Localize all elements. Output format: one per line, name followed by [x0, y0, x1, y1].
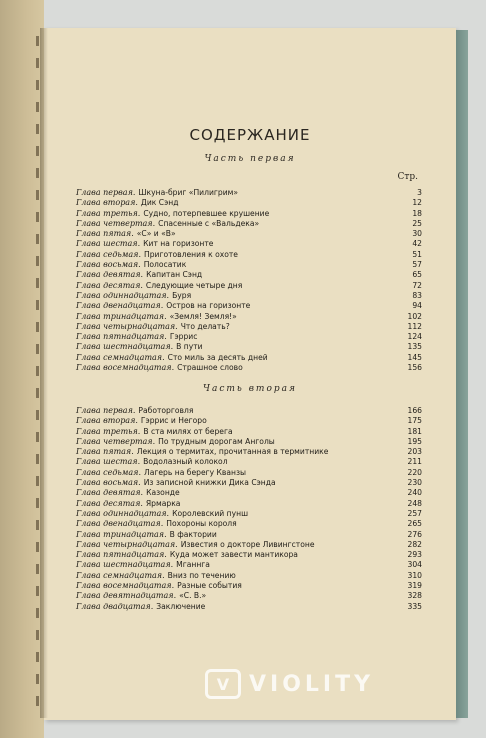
chapter-label: Глава четырнадцатая. [76, 321, 178, 331]
chapter-title: Судно, потерпевшее крушение [143, 208, 270, 218]
chapter-page-number: 166 [407, 406, 422, 415]
toc-entry [76, 457, 422, 467]
toc-entry [76, 581, 422, 591]
chapter-page-number: 30 [412, 229, 422, 239]
chapter-label: Глава седьмая. [76, 249, 142, 259]
spine-shadow [40, 28, 48, 718]
toc-entry [76, 353, 422, 363]
toc-entry [76, 301, 422, 311]
chapter-title: Гэррис [169, 332, 198, 342]
toc-entry [76, 270, 422, 280]
chapter-title: В фактории [169, 529, 217, 539]
chapter-page-number: 220 [407, 467, 422, 477]
chapter-page-number: 328 [407, 591, 422, 601]
chapter-page-number: 42 [412, 239, 422, 249]
toc-part-one [76, 188, 422, 373]
chapter-page-number: 195 [407, 436, 422, 446]
chapter-title: Куда может завести мантикора [169, 550, 298, 560]
chapter-label: Глава шестая. [76, 457, 141, 467]
page-column-label: Стр. [397, 172, 418, 182]
toc-entry [76, 209, 422, 219]
chapter-title: Спасенные с «Вальдека» [158, 218, 260, 228]
chapter-page-number: 310 [407, 570, 422, 580]
chapter-label: Глава семнадцатая. [76, 570, 165, 580]
chapter-page-number: 240 [407, 488, 422, 498]
toc-entry [76, 530, 422, 540]
toc-entry [76, 488, 422, 498]
chapter-label: Глава двенадцатая. [76, 519, 164, 529]
chapter-page-number: 181 [407, 426, 422, 436]
watermark-text: VIOLITY [249, 671, 375, 697]
chapter-page-number: 12 [412, 198, 422, 208]
chapter-page-number: 335 [407, 601, 422, 611]
chapter-label: Глава десятая. [76, 280, 143, 290]
chapter-label: Глава одиннадцатая. [76, 290, 170, 300]
chapter-page-number: 276 [407, 529, 422, 539]
chapter-title: В ста милях от берега [143, 426, 233, 436]
chapter-page-number: 293 [407, 550, 422, 560]
chapter-label: Глава одиннадцатая. [76, 508, 170, 518]
chapter-title: Водолазный колокол [143, 457, 228, 467]
chapter-page-number: 57 [412, 260, 422, 270]
toc-entry [76, 602, 422, 612]
chapter-label: Глава девятнадцатая. [76, 591, 177, 601]
chapter-title: В пути [176, 342, 203, 352]
chapter-title: Сто миль за десять дней [167, 352, 268, 362]
chapter-title: Известия о докторе Ливингстоне [180, 539, 315, 549]
toc-entry [76, 260, 422, 270]
chapter-title: Из записной книжки Дика Сэнда [143, 478, 276, 488]
chapter-label: Глава пятая. [76, 229, 134, 239]
chapter-label: Глава третья. [76, 208, 141, 218]
chapter-title: Гэррис и Негоро [140, 416, 207, 426]
chapter-page-number: 72 [412, 280, 422, 290]
chapter-title: Мганнга [176, 560, 210, 570]
chapter-label: Глава пятнадцатая. [76, 332, 167, 342]
chapter-page-number: 211 [407, 457, 422, 467]
toc-entry [76, 499, 422, 509]
chapter-page-number: 51 [412, 249, 422, 259]
chapter-title: «С. В.» [179, 591, 207, 601]
toc-entry [76, 342, 422, 352]
toc-entry [76, 509, 422, 519]
chapter-title: Вниз по течению [167, 570, 236, 580]
chapter-page-number: 65 [412, 270, 422, 280]
chapter-label: Глава шестнадцатая. [76, 342, 174, 352]
toc-entry [76, 406, 422, 416]
toc-entry [76, 322, 422, 332]
part-two-title: Часть вторая [203, 384, 297, 394]
chapter-page-number: 175 [407, 416, 422, 426]
chapter-page-number: 203 [407, 447, 422, 457]
chapter-page-number: 319 [407, 581, 422, 591]
chapter-title: Кит на горизонте [143, 239, 214, 249]
chapter-label: Глава первая. [76, 188, 136, 197]
chapter-page-number: 265 [407, 519, 422, 529]
chapter-page-number: 304 [407, 560, 422, 570]
chapter-label: Глава тринадцатая. [76, 311, 167, 321]
chapter-page-number: 135 [407, 342, 422, 352]
toc-entry [76, 363, 422, 373]
toc-entry [76, 519, 422, 529]
toc-entry [76, 291, 422, 301]
chapter-page-number: 3 [417, 188, 422, 197]
toc-entry [76, 447, 422, 457]
chapter-page-number: 18 [412, 208, 422, 218]
chapter-title: Полосатик [143, 260, 187, 270]
book-page [44, 28, 456, 720]
toc-entry [76, 332, 422, 342]
chapter-label: Глава тринадцатая. [76, 529, 167, 539]
chapter-label: Глава двенадцатая. [76, 301, 164, 311]
chapter-title: Похороны короля [166, 519, 237, 529]
watermark-logo-icon: V [205, 669, 241, 699]
chapter-title: Дик Сэнд [140, 198, 179, 208]
part-one-title: Часть первая [204, 154, 296, 164]
toc-entry [76, 550, 422, 560]
toc-entry [76, 250, 422, 260]
chapter-label: Глава десятая. [76, 498, 143, 508]
chapter-label: Глава девятая. [76, 270, 144, 280]
chapter-label: Глава девятая. [76, 488, 144, 498]
toc-part-two [76, 406, 422, 612]
chapter-label: Глава пятая. [76, 447, 134, 457]
chapter-label: Глава седьмая. [76, 467, 142, 477]
chapter-page-number: 83 [412, 290, 422, 300]
chapter-label: Глава восемнадцатая. [76, 363, 175, 373]
chapter-page-number: 257 [407, 508, 422, 518]
toc-entry [76, 312, 422, 322]
chapter-page-number: 145 [407, 352, 422, 362]
chapter-label: Глава семнадцатая. [76, 352, 165, 362]
chapter-page-number: 230 [407, 478, 422, 488]
chapter-page-number: 94 [412, 301, 422, 311]
chapter-page-number: 112 [407, 321, 422, 331]
chapter-label: Глава вторая. [76, 198, 138, 208]
toc-entry [76, 591, 422, 601]
chapter-title: Приготовления к охоте [144, 249, 238, 259]
toc-entry [76, 188, 422, 198]
chapter-page-number: 156 [407, 363, 422, 373]
toc-entry [76, 219, 422, 229]
chapter-label: Глава восьмая. [76, 260, 141, 270]
chapter-title: Разные события [177, 581, 242, 591]
chapter-label: Глава вторая. [76, 416, 138, 426]
chapter-label: Глава восьмая. [76, 478, 141, 488]
toc-entry [76, 571, 422, 581]
toc-entry [76, 437, 422, 447]
chapter-title: Работорговля [138, 406, 194, 415]
chapter-title: Королевский пунш [172, 508, 249, 518]
chapter-title: Страшное слово [177, 363, 243, 373]
chapter-title: Что делать? [180, 321, 230, 331]
toc-entry [76, 560, 422, 570]
chapter-label: Глава третья. [76, 426, 141, 436]
chapter-title: Заключение [156, 601, 206, 611]
chapter-title: Капитан Сэнд [146, 270, 203, 280]
chapter-label: Глава шестнадцатая. [76, 560, 174, 570]
toc-entry [76, 239, 422, 249]
toc-heading: СОДЕРЖАНИЕ [189, 126, 311, 144]
chapter-label: Глава четвертая. [76, 218, 156, 228]
toc-entry [76, 478, 422, 488]
chapter-page-number: 102 [407, 311, 422, 321]
chapter-label: Глава четырнадцатая. [76, 539, 178, 549]
toc-entry [76, 416, 422, 426]
chapter-title: «С» и «В» [136, 229, 176, 239]
chapter-page-number: 282 [407, 539, 422, 549]
chapter-title: Следующие четыре дня [145, 280, 243, 290]
book-cover-edge [456, 30, 468, 718]
watermark [205, 666, 475, 702]
chapter-title: Остров на горизонте [166, 301, 251, 311]
chapter-title: Лагерь на берегу Кванзы [144, 467, 247, 477]
chapter-title: Буря [172, 290, 192, 300]
toc-entry [76, 427, 422, 437]
chapter-label: Глава первая. [76, 406, 136, 415]
toc-entry [76, 281, 422, 291]
chapter-label: Глава восемнадцатая. [76, 581, 175, 591]
chapter-label: Глава двадцатая. [76, 601, 154, 611]
chapter-page-number: 25 [412, 218, 422, 228]
chapter-page-number: 124 [407, 332, 422, 342]
chapter-title: Лекция о термитах, прочитанная в термитнике [136, 447, 329, 457]
chapter-title: Ярмарка [145, 498, 181, 508]
chapter-label: Глава четвертая. [76, 436, 156, 446]
toc-entry [76, 468, 422, 478]
toc-entry [76, 540, 422, 550]
chapter-title: Шкуна-бриг «Пилигрим» [138, 188, 239, 197]
chapter-title: Казонде [146, 488, 180, 498]
chapter-label: Глава пятнадцатая. [76, 550, 167, 560]
chapter-page-number: 248 [407, 498, 422, 508]
toc-entry [76, 198, 422, 208]
chapter-title: «Земля! Земля!» [169, 311, 237, 321]
chapter-label: Глава шестая. [76, 239, 141, 249]
toc-entry [76, 229, 422, 239]
binding-stitches [36, 36, 39, 706]
chapter-title: По трудным дорогам Анголы [158, 436, 275, 446]
